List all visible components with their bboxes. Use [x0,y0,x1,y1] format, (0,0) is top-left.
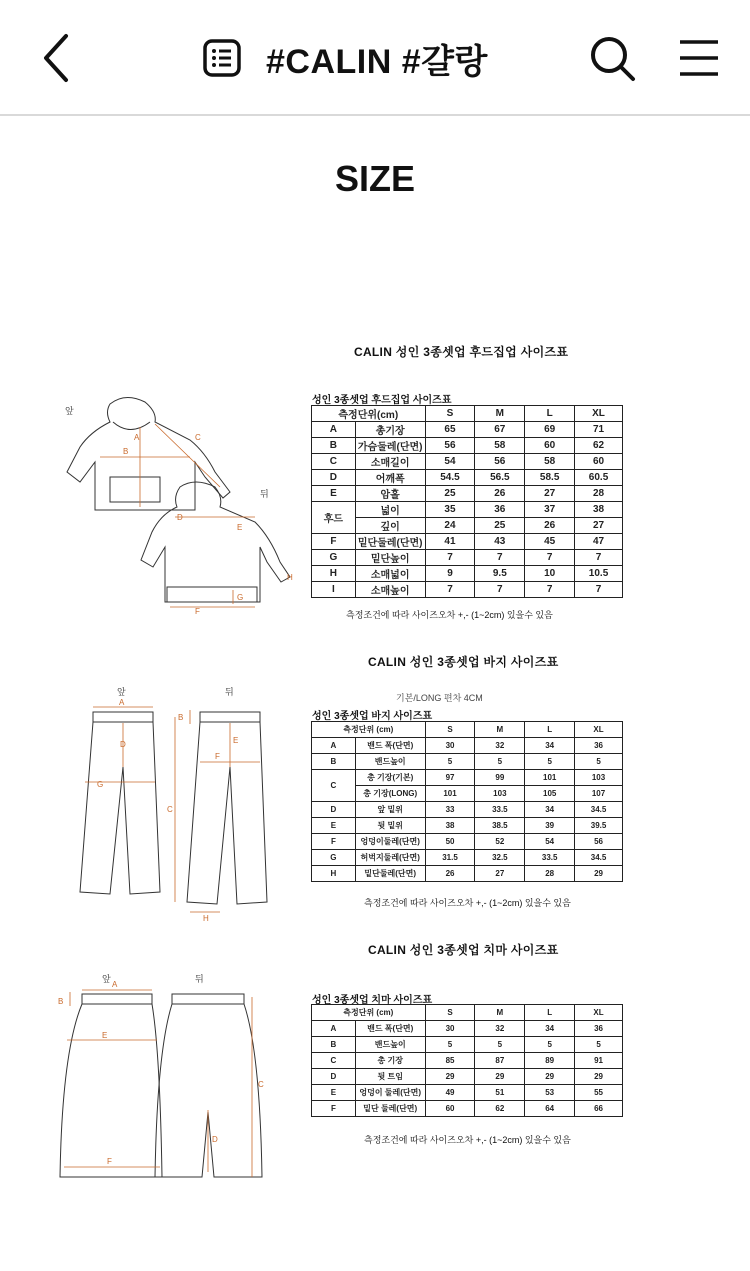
table-row [312,550,623,566]
table-cell-label: 소매높이 [355,582,425,598]
table-cell-value: 101 [525,770,575,786]
table-cell-value: 32 [475,1021,525,1037]
table-cell-value: 97 [425,770,475,786]
table-cell-value: 64 [525,1101,575,1117]
table-cell-value: 66 [575,1101,623,1117]
svg-text:A: A [112,980,118,989]
table-cell-value: 5 [575,754,623,770]
table-cell-value: 5 [425,1037,475,1053]
table-cell-value: 58 [525,454,575,470]
skirt-back-drawing [155,994,262,1177]
pants-diagram [75,687,285,922]
table-cell-label: 밑단둘레(단면) [355,534,425,550]
table-row [312,502,623,518]
table-cell-label: 뒷 밑위 [355,818,425,834]
table-cell-value: 56 [575,834,623,850]
svg-text:B: B [58,997,64,1006]
table-cell-value: 33 [425,802,475,818]
table-cell-value: 26 [425,866,475,882]
table-cell-value: 27 [525,486,575,502]
table-cell-value: 7 [475,582,525,598]
table-cell-value: 58.5 [525,470,575,486]
table-row [312,486,623,502]
svg-text:A: A [134,433,140,442]
table-cell-label: 깊이 [355,518,425,534]
table-cell-value: 52 [475,834,525,850]
table-row [312,422,623,438]
table-cell-value: 39 [525,818,575,834]
table-cell-code: C [312,1053,356,1069]
table-cell-value: 55 [575,1085,623,1101]
table-cell-label: 총 기장 [355,1053,425,1069]
table-cell-value: 56.5 [475,470,525,486]
table-cell-value: 7 [575,550,623,566]
table-cell-code: 후드 [312,502,356,534]
table-cell-value: 9 [425,566,475,582]
table-cell-code: E [312,818,356,834]
table-cell-value: 67 [475,422,525,438]
svg-text:B: B [123,447,129,456]
table-cell-label: 밑단높이 [355,550,425,566]
table-cell-value: 5 [475,754,525,770]
table-cell-label: 밴드높이 [355,754,425,770]
app-title: #CALIN #걀랑 [266,42,488,81]
table-header-cell: L [525,406,575,422]
table-header-cell: S [425,1005,475,1021]
table-row [312,438,623,454]
table-cell-value: 53 [525,1085,575,1101]
table-cell-value: 36 [575,1021,623,1037]
table-cell-value: 7 [425,550,475,566]
table-cell-value: 30 [425,738,475,754]
table-cell-label: 총기장 [355,422,425,438]
header-title-group[interactable] [202,34,488,82]
table-cell-code: B [312,754,356,770]
table-cell-label: 밴드 폭(단면) [355,1021,425,1037]
table-cell-label: 소매길이 [355,454,425,470]
table-cell-label: 암홀 [355,486,425,502]
skirt-front-drawing [60,994,162,1177]
svg-text:C: C [195,433,201,442]
page-title: SIZE [334,158,415,199]
table-cell-value: 33.5 [525,850,575,866]
table-cell-value: 50 [425,834,475,850]
table-row [312,1085,623,1101]
table-row [312,454,623,470]
table-cell-code: G [312,850,356,866]
table-cell-value: 60 [425,1101,475,1117]
table-row [312,566,623,582]
table-cell-code: A [312,422,356,438]
table-cell-value: 29 [425,1069,475,1085]
table-header-cell: XL [575,406,623,422]
table-header-cell: L [525,1005,575,1021]
table-cell-value: 54 [525,834,575,850]
table-cell-value: 36 [575,738,623,754]
table-cell-value: 49 [425,1085,475,1101]
table-cell-label: 앞 밑위 [355,802,425,818]
table-cell-value: 29 [475,1069,525,1085]
table-row [312,866,623,882]
table-cell-value: 69 [525,422,575,438]
chevron-left-icon[interactable] [40,32,74,84]
svg-text:C: C [258,1080,264,1089]
table-cell-value: 89 [525,1053,575,1069]
table-cell-value: 54 [425,454,475,470]
table-header-cell: M [475,1005,525,1021]
table-cell-value: 30 [425,1021,475,1037]
svg-text:C: C [167,805,173,814]
table-cell-label: 뒷 트임 [355,1069,425,1085]
table-cell-value: 45 [525,534,575,550]
table-row [312,834,623,850]
svg-text:F: F [107,1157,112,1166]
table-cell-value: 56 [475,454,525,470]
hoodie-table-subtitle: 성인 3종셋업 후드집업 사이즈표 [312,395,452,406]
table-cell-value: 29 [575,1069,623,1085]
table-cell-value: 62 [475,1101,525,1117]
hoodie-diagram [55,392,305,617]
table-cell-value: 99 [475,770,525,786]
table-row [312,470,623,486]
hoodie-size-table [311,405,623,598]
skirt-back-label: 뒤 [195,974,204,984]
table-cell-value: 10 [525,566,575,582]
table-cell-value: 29 [575,866,623,882]
hoodie-table-header-row [312,406,623,422]
table-cell-value: 101 [425,786,475,802]
table-cell-label: 소매넓이 [355,566,425,582]
table-header-cell: 측정단위(cm) [312,406,426,422]
svg-text:E: E [237,523,243,532]
table-cell-label: 밑단 둘레(단면) [355,1101,425,1117]
table-header-cell: S [425,406,475,422]
table-row [312,1021,623,1037]
hamburger-menu-icon[interactable] [678,38,720,78]
table-cell-value: 38 [575,502,623,518]
table-cell-label: 밴드높이 [355,1037,425,1053]
table-header-cell: XL [575,722,623,738]
svg-text:G: G [97,780,104,789]
skirt-note: 측정조건에 따라 사이즈오차 +,- (1~2cm) 있을수 있음 [364,1135,571,1145]
table-cell-value: 62 [575,438,623,454]
table-cell-value: 26 [475,486,525,502]
table-row [312,818,623,834]
hoodie-back-label: 뒤 [260,489,269,499]
svg-text:D: D [120,740,126,749]
skirt-diagram [52,972,282,1187]
table-cell-value: 7 [575,582,623,598]
table-cell-value: 25 [475,518,525,534]
table-row [312,738,623,754]
table-cell-value: 91 [575,1053,623,1069]
table-cell-label: 밑단둘레(단면) [355,866,425,882]
table-header-cell: L [525,722,575,738]
table-row [312,534,623,550]
table-cell-value: 7 [525,550,575,566]
table-cell-value: 60 [575,454,623,470]
pants-table-subtitle: 성인 3종셋업 바지 사이즈표 [312,711,433,722]
table-cell-value: 60 [525,438,575,454]
skirt-table-subtitle: 성인 3종셋업 치마 사이즈표 [312,995,433,1006]
table-cell-value: 29 [525,1069,575,1085]
table-cell-label: 밴드 폭(단면) [355,738,425,754]
table-cell-code: D [312,470,356,486]
svg-text:F: F [195,607,200,616]
pants-table-header-row [312,722,623,738]
table-cell-code: C [312,454,356,470]
svg-text:D: D [177,513,183,522]
skirt-front-label: 앞 [102,974,111,984]
svg-text:F: F [215,752,220,761]
table-cell-value: 51 [475,1085,525,1101]
table-cell-value: 7 [475,550,525,566]
table-cell-value: 43 [475,534,525,550]
table-cell-value: 35 [425,502,475,518]
table-cell-value: 56 [425,438,475,454]
table-cell-value: 41 [425,534,475,550]
table-cell-value: 60.5 [575,470,623,486]
table-cell-value: 24 [425,518,475,534]
list-icon [202,38,242,78]
pants-back-drawing [187,712,267,904]
table-cell-value: 31.5 [425,850,475,866]
svg-text:G: G [237,593,244,602]
table-cell-code: C [312,770,356,802]
table-cell-code: A [312,1021,356,1037]
table-cell-value: 26 [525,518,575,534]
table-cell-value: 34 [525,1021,575,1037]
table-cell-label: 어깨폭 [355,470,425,486]
table-cell-value: 5 [575,1037,623,1053]
table-cell-value: 34.5 [575,850,623,866]
table-cell-code: G [312,550,356,566]
table-cell-value: 105 [525,786,575,802]
table-cell-code: I [312,582,356,598]
table-cell-value: 103 [475,786,525,802]
table-cell-value: 34 [525,738,575,754]
table-row [312,518,623,534]
table-cell-code: D [312,1069,356,1085]
table-cell-value: 33.5 [475,802,525,818]
table-row [312,1069,623,1085]
table-cell-label: 허벅지둘레(단면) [355,850,425,866]
table-header-cell: M [475,406,525,422]
table-row [312,786,623,802]
table-header-cell: 측정단위 (cm) [312,722,426,738]
table-cell-value: 37 [525,502,575,518]
svg-text:H: H [203,914,209,922]
table-cell-value: 5 [525,754,575,770]
svg-text:B: B [178,713,184,722]
table-cell-value: 10.5 [575,566,623,582]
table-cell-value: 9.5 [475,566,525,582]
table-cell-value: 5 [425,754,475,770]
skirt-table-header-row [312,1005,623,1021]
table-cell-code: H [312,866,356,882]
table-cell-label: 가슴둘레(단면) [355,438,425,454]
table-cell-code: F [312,834,356,850]
table-cell-value: 107 [575,786,623,802]
search-icon[interactable] [588,34,636,82]
table-cell-value: 47 [575,534,623,550]
table-row [312,1037,623,1053]
table-cell-value: 25 [425,486,475,502]
hoodie-note: 측정조건에 따라 사이즈오차 +,- (1~2cm) 있을수 있음 [346,610,553,620]
table-cell-value: 32 [475,738,525,754]
pants-note: 측정조건에 따라 사이즈오차 +,- (1~2cm) 있을수 있음 [364,898,571,908]
table-cell-code: E [312,486,356,502]
svg-text:D: D [212,1135,218,1144]
svg-text:H: H [287,573,293,582]
table-cell-value: 5 [475,1037,525,1053]
pants-front-label: 앞 [117,687,126,697]
table-cell-value: 39.5 [575,818,623,834]
svg-text:E: E [233,736,239,745]
table-cell-value: 34.5 [575,802,623,818]
table-row [312,582,623,598]
skirt-size-table [311,1004,623,1117]
table-cell-code: A [312,738,356,754]
table-row [312,1053,623,1069]
table-cell-code: B [312,1037,356,1053]
table-row [312,1101,623,1117]
table-cell-label: 총 기장(LONG) [355,786,425,802]
pants-extra-note: 기본/LONG 편차 4CM [396,693,483,703]
table-cell-value: 38.5 [475,818,525,834]
table-cell-code: D [312,802,356,818]
table-cell-value: 103 [575,770,623,786]
table-row [312,850,623,866]
table-cell-value: 34 [525,802,575,818]
table-cell-value: 7 [525,582,575,598]
table-cell-value: 7 [425,582,475,598]
skirt-measure-lines [64,990,252,1177]
table-cell-value: 87 [475,1053,525,1069]
hoodie-front-label: 앞 [65,406,74,416]
top-bar [0,0,750,116]
table-cell-value: 58 [475,438,525,454]
table-cell-label: 총 기장(기본) [355,770,425,786]
table-cell-label: 엉덩이둘레(단면) [355,834,425,850]
table-row [312,770,623,786]
table-cell-code: B [312,438,356,454]
pants-section-title: CALIN 성인 3종셋업 바지 사이즈표 [368,655,559,669]
table-cell-label: 엉덩이 둘레(단면) [355,1085,425,1101]
table-cell-value: 27 [575,518,623,534]
table-cell-value: 65 [425,422,475,438]
table-cell-value: 85 [425,1053,475,1069]
table-cell-value: 38 [425,818,475,834]
table-header-cell: XL [575,1005,623,1021]
table-cell-value: 54.5 [425,470,475,486]
table-cell-code: F [312,1101,356,1117]
table-cell-code: F [312,534,356,550]
table-header-cell: M [475,722,525,738]
table-cell-label: 넓이 [355,502,425,518]
pants-back-label: 뒤 [225,687,234,697]
table-cell-value: 32.5 [475,850,525,866]
skirt-section-title: CALIN 성인 3종셋업 치마 사이즈표 [368,943,559,957]
hoodie-front-drawing [67,397,230,510]
table-header-cell: S [425,722,475,738]
svg-text:E: E [102,1031,108,1040]
hoodie-section-title: CALIN 성인 3종셋업 후드집업 사이즈표 [354,345,569,359]
table-cell-code: H [312,566,356,582]
table-header-cell: 측정단위 (cm) [312,1005,426,1021]
table-cell-value: 28 [575,486,623,502]
table-cell-code: E [312,1085,356,1101]
table-cell-value: 71 [575,422,623,438]
svg-text:A: A [119,698,125,707]
table-row [312,802,623,818]
pants-size-table [311,721,623,882]
table-cell-value: 27 [475,866,525,882]
table-row [312,754,623,770]
table-cell-value: 28 [525,866,575,882]
table-cell-value: 5 [525,1037,575,1053]
hoodie-back-drawing [141,482,290,602]
table-cell-value: 36 [475,502,525,518]
